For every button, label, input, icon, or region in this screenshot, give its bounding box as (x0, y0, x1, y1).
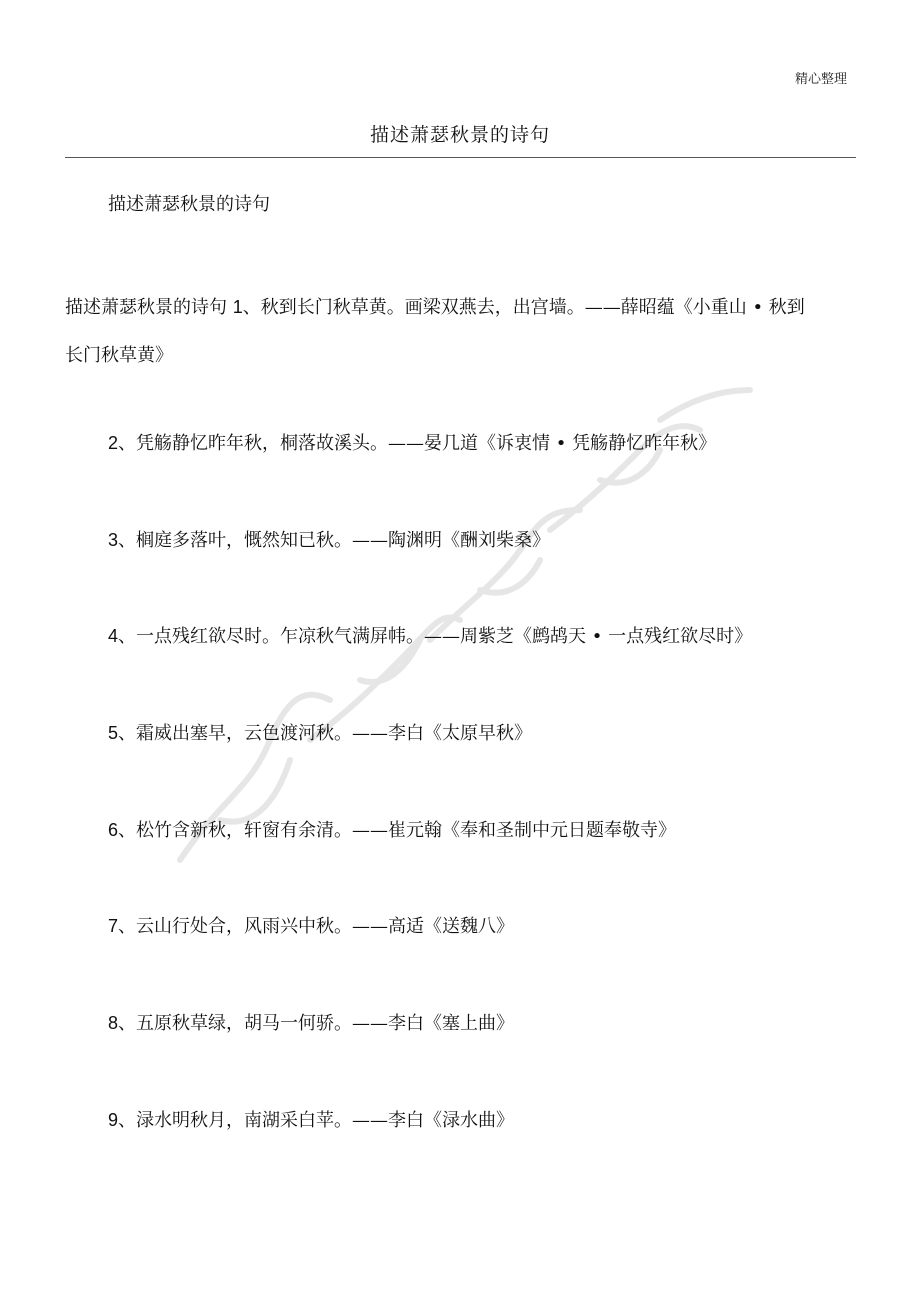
list-item (108, 817, 868, 914)
item-number: 9 (108, 1109, 119, 1130)
item-text: 、凭觞静忆昨年秋，桐落故溪头。——晏几道《诉衷情 • 凭觞静忆昨年秋》 (118, 433, 717, 454)
item-number: 3 (108, 529, 119, 550)
item-text: 、榈庭多落叶，慨然知已秋。——陶渊明《酬刘柴桑》 (118, 529, 551, 551)
item-number: 6 (108, 819, 119, 840)
item-text: 、五原秋草绿，胡马一何骄。——李白《塞上曲》 (118, 1013, 515, 1035)
intro-text: 、秋到长门秋草黄。画梁双燕去，出宫墙。——薛昭蕴《小重山 • 秋到长门秋草黄》 (65, 297, 805, 366)
list-item (108, 430, 868, 527)
subtitle: 描述萧瑟秋景的诗句 (108, 194, 270, 215)
list-item (108, 1107, 868, 1204)
item-text: 、霜威出塞早，云色渡河秋。——李白《太原早秋》 (118, 723, 533, 745)
list-item (108, 1010, 868, 1107)
list-item (108, 527, 868, 624)
item-text: 、云山行处合，风雨兴中秋。——高适《送魏八》 (118, 916, 515, 938)
document-title: 描述萧瑟秋景的诗句 (369, 124, 550, 146)
header-note: 精心整理 (794, 72, 847, 87)
item-number: 7 (108, 916, 119, 937)
item-number: 5 (108, 723, 119, 744)
title-divider (65, 157, 856, 158)
intro-paragraph (65, 283, 805, 380)
list-item (108, 623, 868, 720)
intro-number: 1 (232, 297, 243, 317)
poem-list (108, 430, 868, 1204)
list-item (108, 720, 868, 817)
item-text: 、一点残红欲尽时。乍凉秋气满屏帏。——周紫芝《鹧鸪天 • 一点残红欲尽时》 (118, 626, 753, 648)
item-text: 、渌水明秋月，南湖采白苹。——李白《渌水曲》 (118, 1109, 515, 1131)
item-number: 8 (108, 1013, 119, 1034)
list-item (108, 913, 868, 1010)
item-number: 2 (108, 433, 119, 453)
item-number: 4 (108, 626, 119, 647)
intro-prefix: 描述萧瑟秋景的诗句 (65, 297, 233, 318)
item-text: 、松竹含新秋，轩窗有余清。——崔元翰《奉和圣制中元日题奉敬寺》 (118, 819, 677, 841)
